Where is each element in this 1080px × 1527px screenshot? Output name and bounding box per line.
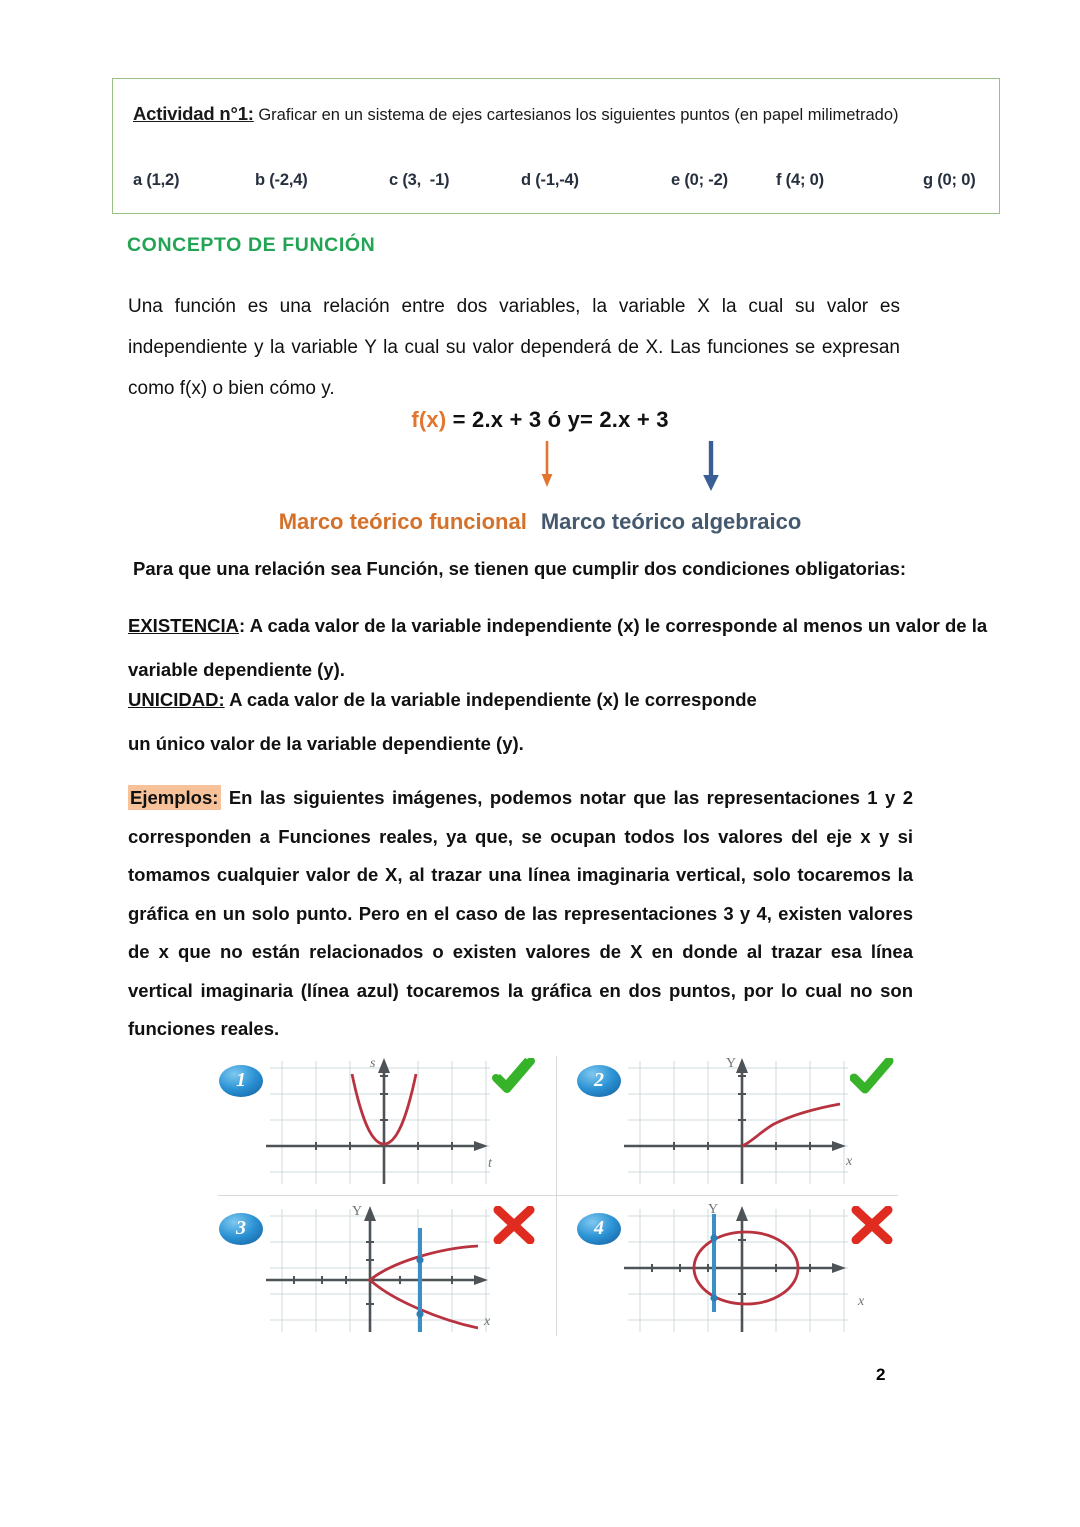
- plot-4-x-label: x: [858, 1294, 865, 1309]
- point-c: c (3, -1): [389, 171, 450, 189]
- activity-points-row: [133, 171, 995, 195]
- point-f: f (4; 0): [776, 171, 824, 189]
- page-number: 2: [876, 1365, 886, 1384]
- cross-icon: [850, 1206, 894, 1244]
- badge-4-number: 4: [594, 1217, 604, 1239]
- plot-4: [618, 1204, 858, 1339]
- formula-rest: = 2.x + 3 ó y= 2.x + 3: [446, 407, 669, 432]
- unicidad-label: UNICIDAD:: [128, 689, 225, 710]
- condition-unicidad-line2: un único valor de la variable dependiente (y).: [128, 733, 524, 754]
- figure-quadrant-2: [558, 1050, 914, 1196]
- activity-box: [112, 78, 1000, 214]
- figure-quadrant-4: [558, 1198, 914, 1344]
- ejemplos-text: En las siguientes imágenes, podemos notar que las representaciones 1 y 2 corresponden a Funciones reales, ya que, se ocupan todos los valores del eje x y si tomamos cualquier valor de X, al trazar una línea imaginaria vertical, solo tocaremos la gráfica en un solo punto. Pero en el caso de las representaciones 3 y 4, existen valores de x que no están relacionados o existen valores de X en donde al trazar esa línea vertical imaginaria (línea azul) tocaremos la gráfica en dos puntos, por lo cual no son funciones reales.: [128, 787, 913, 1039]
- check-icon: [492, 1058, 536, 1096]
- existencia-text: : A cada valor de la variable independiente (x) le corresponde al menos un valor de la variable dependiente (y).: [128, 615, 988, 680]
- condition-unicidad: [128, 678, 988, 722]
- marco-funcional-label: Marco teórico funcional: [278, 509, 527, 534]
- ejemplos-paragraph: [128, 779, 913, 1049]
- existencia-label: EXISTENCIA: [128, 615, 240, 636]
- section-heading: CONCEPTO DE FUNCIÓN: [127, 234, 376, 256]
- check-icon: [850, 1058, 894, 1096]
- plot-3: [260, 1204, 500, 1339]
- arrow-down-orange-icon: [538, 441, 556, 487]
- plot-2-y-label: Y: [726, 1056, 737, 1071]
- conditions-intro: Para que una relación sea Función, se tienen que cumplir dos condiciones obligatorias:: [133, 558, 907, 579]
- formula-line: [0, 407, 1080, 433]
- figure-quadrant-1: [200, 1050, 556, 1196]
- activity-label: Actividad n°1:: [133, 103, 254, 124]
- formula-fx: f(x): [411, 407, 447, 432]
- badge-3-number: 3: [236, 1217, 246, 1239]
- marco-row: [0, 509, 1080, 535]
- ejemplos-label: Ejemplos:: [128, 785, 221, 810]
- activity-body: Graficar en un sistema de ejes cartesianos los siguientes puntos (en papel milimetrado): [253, 106, 899, 124]
- functions-figure: [200, 1050, 915, 1342]
- plot-2-x-label: x: [846, 1154, 853, 1169]
- point-g: g (0; 0): [923, 171, 976, 189]
- arrow-down-blue-icon: [700, 441, 722, 491]
- figure-divider-vertical: [556, 1056, 557, 1336]
- plot-1-y-label: s: [370, 1056, 376, 1071]
- badge-2-number: 2: [594, 1069, 604, 1091]
- point-e: e (0; -2): [671, 171, 728, 189]
- cross-icon: [492, 1206, 536, 1244]
- marco-algebraico-label: Marco teórico algebraico: [540, 509, 802, 534]
- plot-3-y-label: Y: [352, 1204, 363, 1219]
- figure-quadrant-3: [200, 1198, 556, 1344]
- plot-3-x-label: x: [484, 1314, 491, 1329]
- intro-paragraph: Una función es una relación entre dos variables, la variable X la cual su valor es independiente y la variable Y la cual su valor dependerá de X. Las funciones se expresan como f(x) o bien cómo y.: [128, 296, 900, 399]
- activity-instruction: [133, 101, 983, 128]
- plot-4-y-label: Y: [708, 1202, 719, 1217]
- plot-2: [618, 1056, 858, 1191]
- badge-1-number: 1: [236, 1069, 246, 1091]
- point-b: b (-2,4): [255, 171, 308, 189]
- plot-1-x-label: t: [488, 1156, 492, 1171]
- unicidad-text: A cada valor de la variable independiente (x) le corresponde: [224, 689, 757, 710]
- plot-1: [260, 1056, 500, 1191]
- point-a: a (1,2): [133, 171, 180, 189]
- point-d: d (-1,-4): [521, 171, 579, 189]
